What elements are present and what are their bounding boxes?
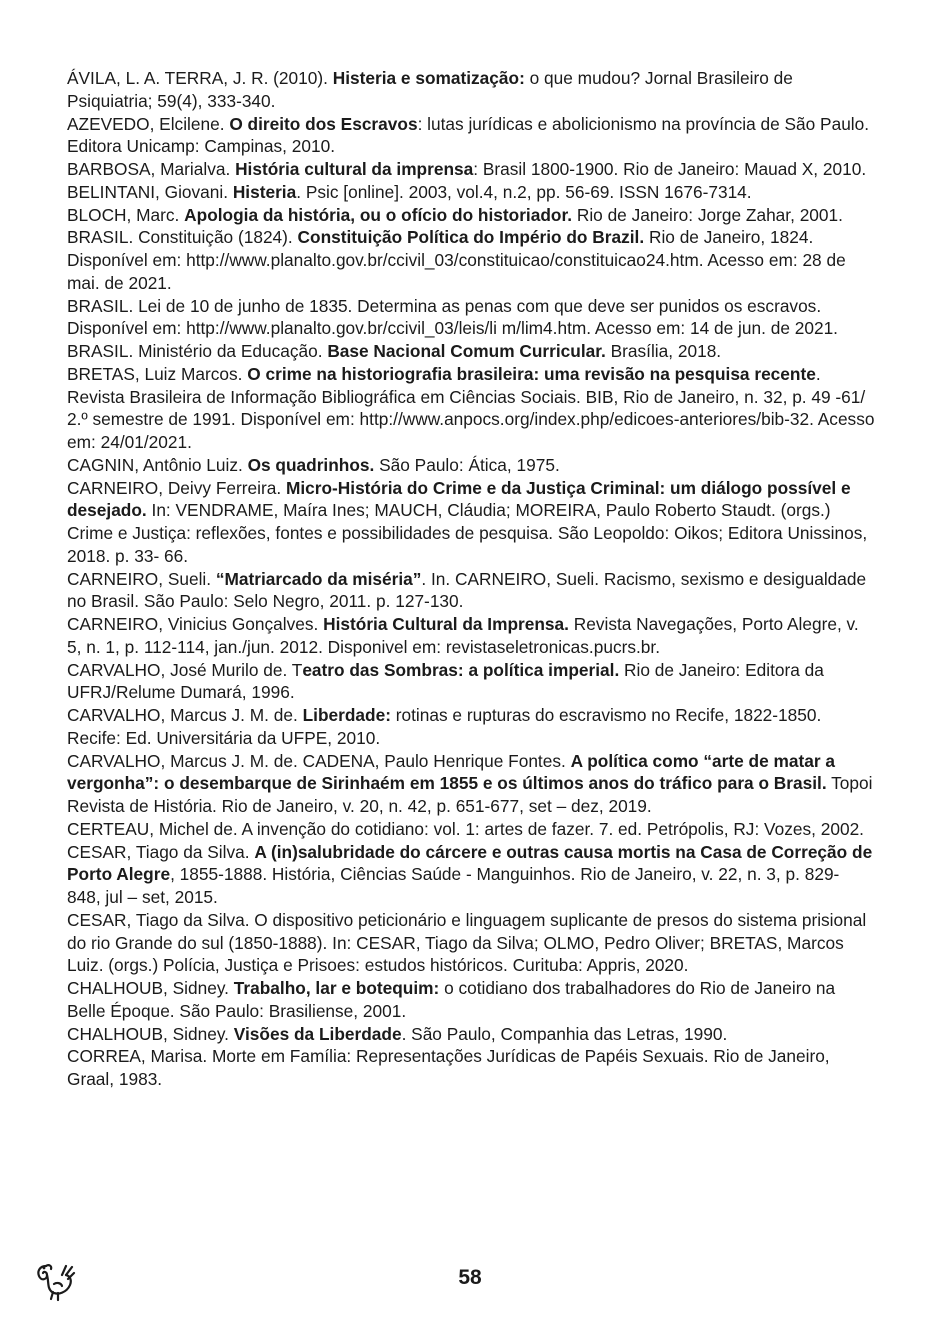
reference-entry xyxy=(67,1045,877,1091)
reference-text: Revista Navegações, Porto Alegre, v. 5, n. 1, p. 112-114, jan./jun. 2012. Disponivel em: revistaseletronicas.pucrs.br. xyxy=(67,614,859,657)
reference-text: Rio de Janeiro: Jorge Zahar, 2001. xyxy=(572,204,843,225)
reference-text: Rio de Janeiro: Editora da UFRJ/Relume Dumará, 1996. xyxy=(67,659,824,703)
reference-entry xyxy=(67,158,877,181)
reference-text: , 1855-1888. História, Ciências Saúde - Manguinhos. Rio de Janeiro, v. 22, n. 3, p. 829- 848, jul – set, 2015. xyxy=(67,864,840,907)
reference-text: CARNEIRO, Vinicius Gonçalves. xyxy=(67,614,324,634)
reference-text: CARNEIRO, Deivy Ferreira. xyxy=(67,477,286,498)
reference-title: Apologia da história, ou o ofício do historiador. xyxy=(184,204,573,225)
reference-entry xyxy=(67,1023,877,1046)
reference-title: “Matriarcado da miséria” xyxy=(215,568,422,589)
reference-title: Constituição Política do Império do Brazil. xyxy=(297,227,645,248)
reference-entry xyxy=(67,363,877,454)
reference-text: . Revista Brasileira de Informação Bibliográfica em Ciências Sociais. BIB, Rio de Janeiro, n. 32, p. 49 -61/ 2.º semestre de 1991. Disponível em: http://www.anpocs.org/index.php/edicoes-anteriores/bib-32. Acesso em: 24/01/2021. xyxy=(67,363,875,452)
reference-entry xyxy=(67,113,877,159)
reference-title: História Cultural da Imprensa. xyxy=(323,614,569,634)
reference-text: BRASIL. Constituição (1824). xyxy=(67,227,298,248)
reference-text: : Brasil 1800-1900. Rio de Janeiro: Mauad X, 2010. xyxy=(473,159,867,179)
reference-entry xyxy=(67,477,877,568)
reference-title: História cultural da imprensa xyxy=(235,159,474,179)
reference-text: . Psic [online]. 2003, vol.4, n.2, pp. 56-69. ISSN 1676-7314. xyxy=(296,181,752,202)
reference-title: Micro-História do Crime e da Justiça Criminal: um diálogo possível e desejado. xyxy=(67,477,851,521)
reference-text: CAGNIN, Antônio Luiz. xyxy=(67,454,248,475)
reference-title: eatro das Sombras: a política imperial. xyxy=(302,659,620,680)
reference-text: CARVALHO, Marcus J. M. de. CADENA, Paulo Henrique Fontes. xyxy=(67,750,571,771)
reference-text: CARVALHO, Marcus J. M. de. xyxy=(67,705,303,725)
reference-text: : lutas jurídicas e abolicionismo na província de São Paulo. Editora Unicamp: Campinas, 2010. xyxy=(67,113,870,157)
reference-text: CARVALHO, José Murilo de. T xyxy=(67,659,303,680)
reference-text: ÁVILA, L. A. TERRA, J. R. (2010). xyxy=(67,68,333,88)
reference-text: CORREA, Marisa. Morte em Família: Representações Jurídicas de Papéis Sexuais. Rio de Janeiro, Graal, 1983. xyxy=(67,1046,830,1089)
reference-title: Trabalho, lar e botequim: xyxy=(233,978,440,998)
reference-title: Liberdade: xyxy=(302,705,391,725)
reference-entry xyxy=(67,181,877,204)
reference-title: A (in)salubridade do cárcere e outras causa mortis na Casa de Correção de Porto Alegre xyxy=(67,841,873,885)
reference-text: Rio de Janeiro, 1824. Disponível em: http://www.planalto.gov.br/ccivil_03/constituicao/constituicao24.htm. Acesso em: 28 de mai. de 2021. xyxy=(67,227,846,293)
reference-title: O crime na historiografia brasileira: uma revisão na pesquisa recente xyxy=(247,363,816,384)
reference-text: AZEVEDO, Elcilene. xyxy=(67,113,230,134)
reference-text: Brasília, 2018. xyxy=(605,341,722,361)
reference-text: . São Paulo, Companhia das Letras, 1990. xyxy=(401,1023,728,1044)
reference-text: CHALHOUB, Sidney. xyxy=(67,1023,234,1044)
reference-text: São Paulo: Ática, 1975. xyxy=(374,454,560,475)
reference-entry xyxy=(67,204,877,227)
reference-title: Histeria xyxy=(232,181,297,202)
reference-list xyxy=(67,67,877,1091)
reference-entry xyxy=(67,226,877,294)
reference-entry xyxy=(67,818,877,841)
reference-text: BRETAS, Luiz Marcos. xyxy=(67,363,248,384)
reference-entry xyxy=(67,977,877,1023)
reference-title: Visões da Liberdade xyxy=(233,1023,402,1044)
reference-text: In: VENDRAME, Maíra Ines; MAUCH, Cláudia; MOREIRA, Paulo Roberto Staudt. (orgs.) Crime e Justiça: reflexões, fontes e possibilidades de pesquisa. São Leopoldo: Oikos; Editora Unissinos, 2018. p. 33- 66. xyxy=(67,500,868,566)
reference-text: CHALHOUB, Sidney. xyxy=(67,978,234,998)
reference-title: O direito dos Escravos xyxy=(229,113,418,134)
reference-title: A política como “arte de matar a vergonha”: o desembarque de Sirinhaém em 1855 e os últimos anos do tráfico para o Brasil. xyxy=(67,750,836,794)
reference-text: CARNEIRO, Sueli. xyxy=(67,568,216,589)
reference-text: BELINTANI, Giovani. xyxy=(67,181,233,202)
reference-text: BARBOSA, Marialva. xyxy=(67,159,236,179)
reference-title: Histeria e somatização: xyxy=(332,68,525,88)
reference-text: Topoi Revista de História. Rio de Janeiro, v. 20, n. 42, p. 651-677, set – dez, 2019. xyxy=(67,773,873,816)
reference-text: CESAR, Tiago da Silva. O dispositivo peticionário e linguagem suplicante de presos do sistema prisional do rio Grande do sul (1850-1888). In: CESAR, Tiago da Silva; OLMO, Pedro Oliver; BRETAS, Marcos Luiz. (orgs.) Polícia, Justiça e Prisoes: estudos históricos. Curituba: Appris, 2020. xyxy=(67,909,867,976)
reference-text: rotinas e rupturas do escravismo no Recife, 1822-1850. Recife: Ed. Universitária da UFPE, 2010. xyxy=(67,705,822,748)
page-number: 58 xyxy=(458,1266,482,1289)
reference-entry xyxy=(67,704,877,750)
reference-entry xyxy=(67,750,877,818)
reference-entry xyxy=(67,295,877,341)
reference-entry xyxy=(67,340,877,363)
reference-entry xyxy=(67,67,877,113)
reference-title: Os quadrinhos. xyxy=(247,454,375,475)
reference-text: CESAR, Tiago da Silva. xyxy=(67,841,255,862)
reference-text: BLOCH, Marc. xyxy=(67,204,185,225)
reference-entry xyxy=(67,454,877,477)
reference-text: BRASIL. Ministério da Educação. xyxy=(67,341,328,361)
reference-text: o cotidiano dos trabalhadores do Rio de Janeiro na Belle Époque. São Paulo: Brasiliense, 2001. xyxy=(67,978,836,1021)
reference-text: BRASIL. Lei de 10 de junho de 1835. Determina as penas com que deve ser punidos os escravos. Disponível em: http://www.planalto.gov.br/ccivil_03/leis/li m/lim4.htm. Acesso em: 14 de jun. de 2021. xyxy=(67,295,838,339)
reference-entry xyxy=(67,568,877,614)
reference-entry xyxy=(67,659,877,705)
reference-text: o que mudou? Jornal Brasileiro de Psiquiatria; 59(4), 333-340. xyxy=(67,68,793,111)
reference-text: CERTEAU, Michel de. A invenção do cotidiano: vol. 1: artes de fazer. 7. ed. Petrópolis, RJ: Vozes, 2002. xyxy=(67,818,864,839)
reference-title: Base Nacional Comum Curricular. xyxy=(327,341,606,361)
reference-text: . In. CARNEIRO, Sueli. Racismo, sexismo e desigualdade no Brasil. São Paulo: Selo Negro, 2011. p. 127-130. xyxy=(67,568,867,612)
reference-entry xyxy=(67,909,877,977)
reference-entry xyxy=(67,613,877,659)
reference-entry xyxy=(67,841,877,909)
